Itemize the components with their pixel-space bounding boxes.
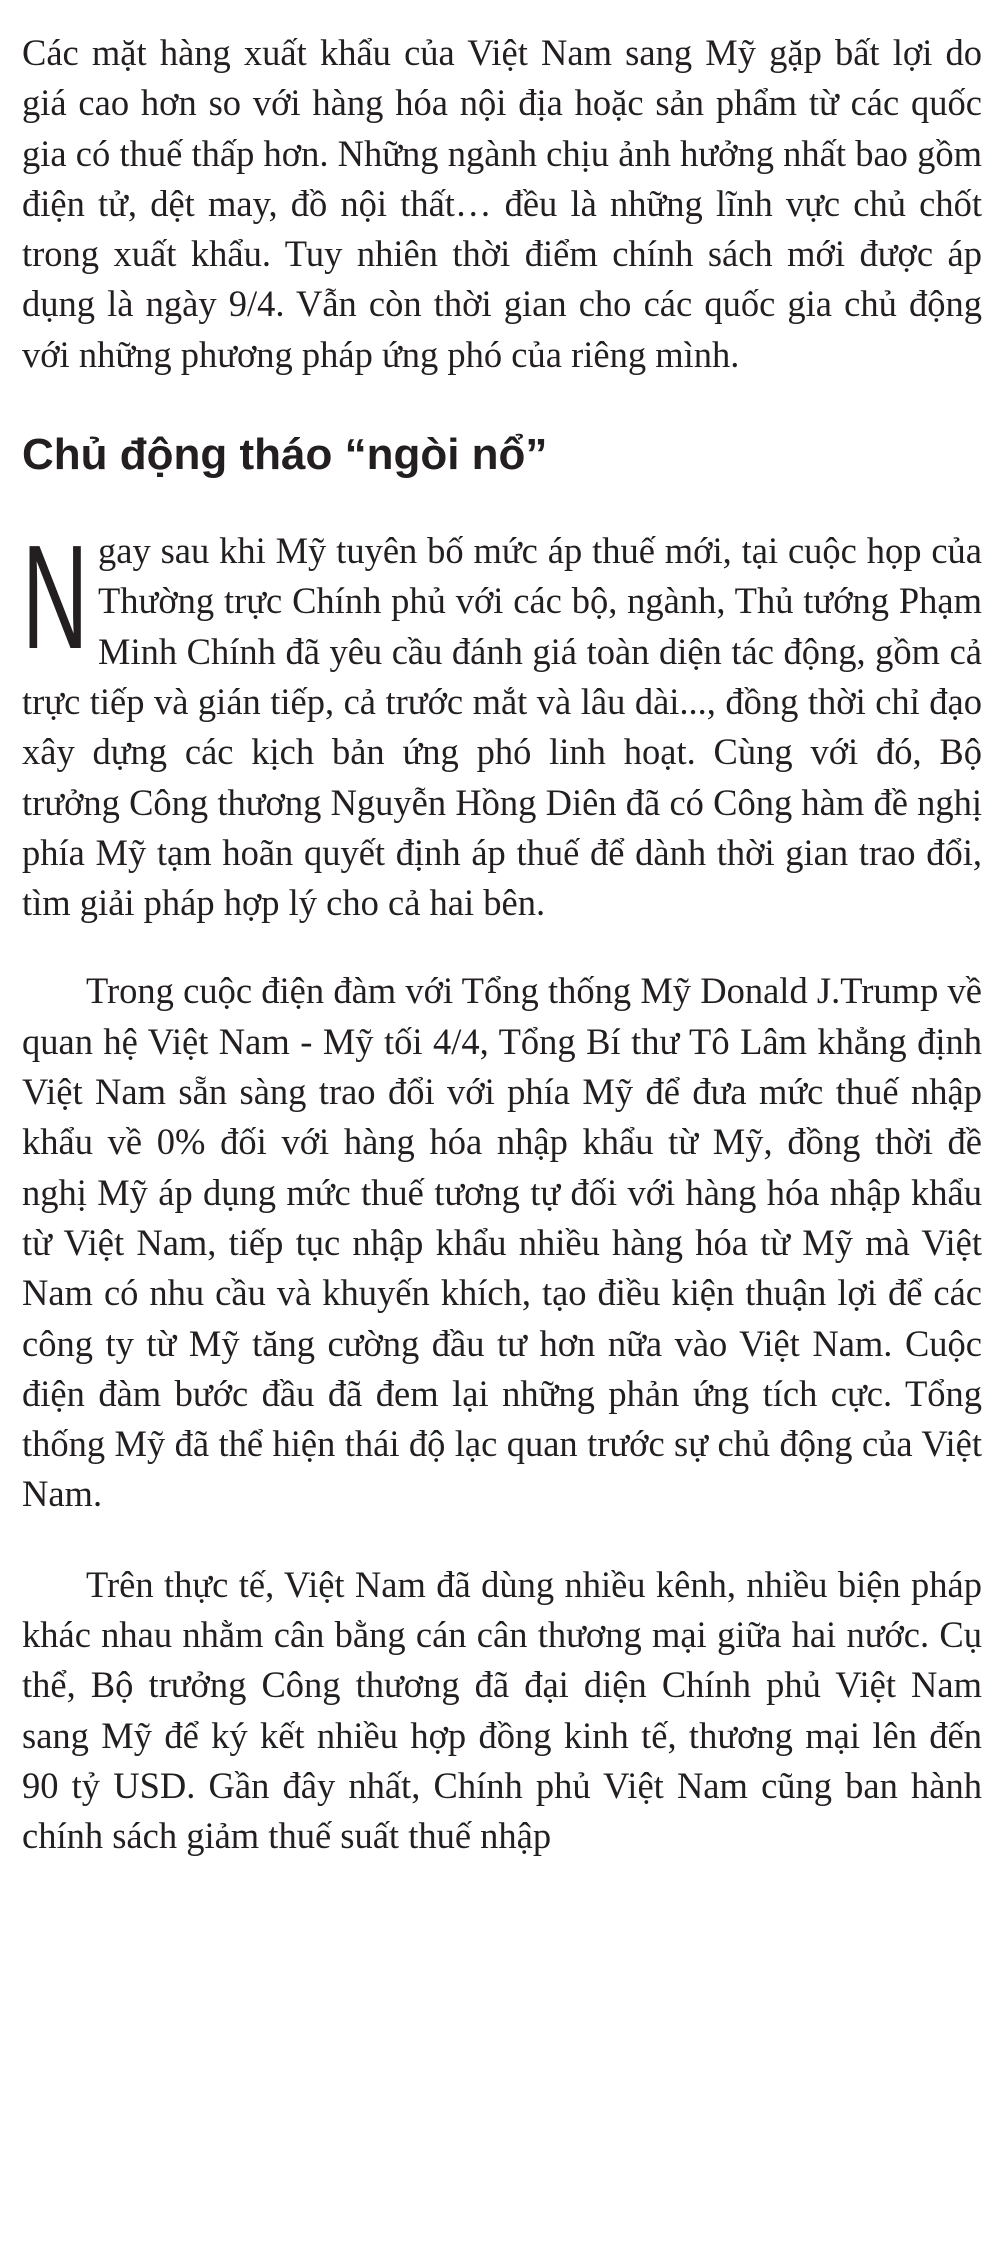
section-first-paragraph	[22, 515, 982, 928]
drop-cap: N	[22, 515, 89, 681]
section-heading: Chủ động tháo “ngòi nổ”	[22, 430, 548, 480]
paragraph-phone-call: Trong cuộc điện đàm với Tổng thống Mỹ Donald J.Trump về quan hệ Việt Nam - Mỹ tối 4/4, Tổng Bí thư Tô Lâm khẳng định Việt Nam sẵn sàng trao đổi với phía Mỹ để đưa mức thuế nhập khẩu về 0% đối với hàng hóa nhập khẩu từ Mỹ, đồng thời đề nghị Mỹ áp dụng mức thuế tương tự đối với hàng hóa nhập khẩu từ Việt Nam, tiếp tục nhập khẩu nhiều hàng hóa từ Mỹ mà Việt Nam có nhu cầu và khuyến khích, tạo điều kiện thuận lợi để các công ty từ Mỹ tăng cường đầu tư hơn nữa vào Việt Nam. Cuộc điện đàm bước đầu đã đem lại những phản ứng tích cực. Tổng thống Mỹ đã thể hiện thái độ lạc quan trước sự chủ động của Việt Nam.	[22, 970, 982, 1515]
article-body	[22, 28, 982, 1862]
intro-paragraph: Các mặt hàng xuất khẩu của Việt Nam sang Mỹ gặp bất lợi do giá cao hơn so với hàng hóa nội địa hoặc sản phẩm từ các quốc gia có thuế thấp hơn. Những ngành chịu ảnh hưởng nhất bao gồm điện tử, dệt may, đồ nội thất… đều là những lĩnh vực chủ chốt trong xuất khẩu. Tuy nhiên thời điểm chính sách mới được áp dụng là ngày 9/4. Vẫn còn thời gian cho các quốc gia chủ động với những phương pháp ứng phó của riêng mình.	[22, 32, 982, 375]
paragraph-measures: Trên thực tế, Việt Nam đã dùng nhiều kênh, nhiều biện pháp khác nhau nhằm cân bằng cán cân thương mại giữa hai nước. Cụ thể, Bộ trưởng Công thương đã đại diện Chính phủ Việt Nam sang Mỹ để ký kết nhiều hợp đồng kinh tế, thương mại lên đến 90 tỷ USD. Gần đây nhất, Chính phủ Việt Nam cũng ban hành chính sách giảm thuế suất thuế nhập	[22, 1563, 982, 1857]
section-first-paragraph-text: gay sau khi Mỹ tuyên bố mức áp thuế mới, tại cuộc họp của Thường trực Chính phủ với các bộ, ngành, Thủ tướng Phạm Minh Chính đã yêu cầu đánh giá toàn diện tác động, gồm cả trực tiếp và gián tiếp, cả trước mắt và lâu dài..., đồng thời chỉ đạo xây dựng các kịch bản ứng phó linh hoạt. Cùng với đó, Bộ trưởng Công thương Nguyễn Hồng Diên đã có Công hàm đề nghị phía Mỹ tạm hoãn quyết định áp thuế để dành thời gian trao đổi, tìm giải pháp hợp lý cho cả hai bên.	[22, 530, 982, 924]
